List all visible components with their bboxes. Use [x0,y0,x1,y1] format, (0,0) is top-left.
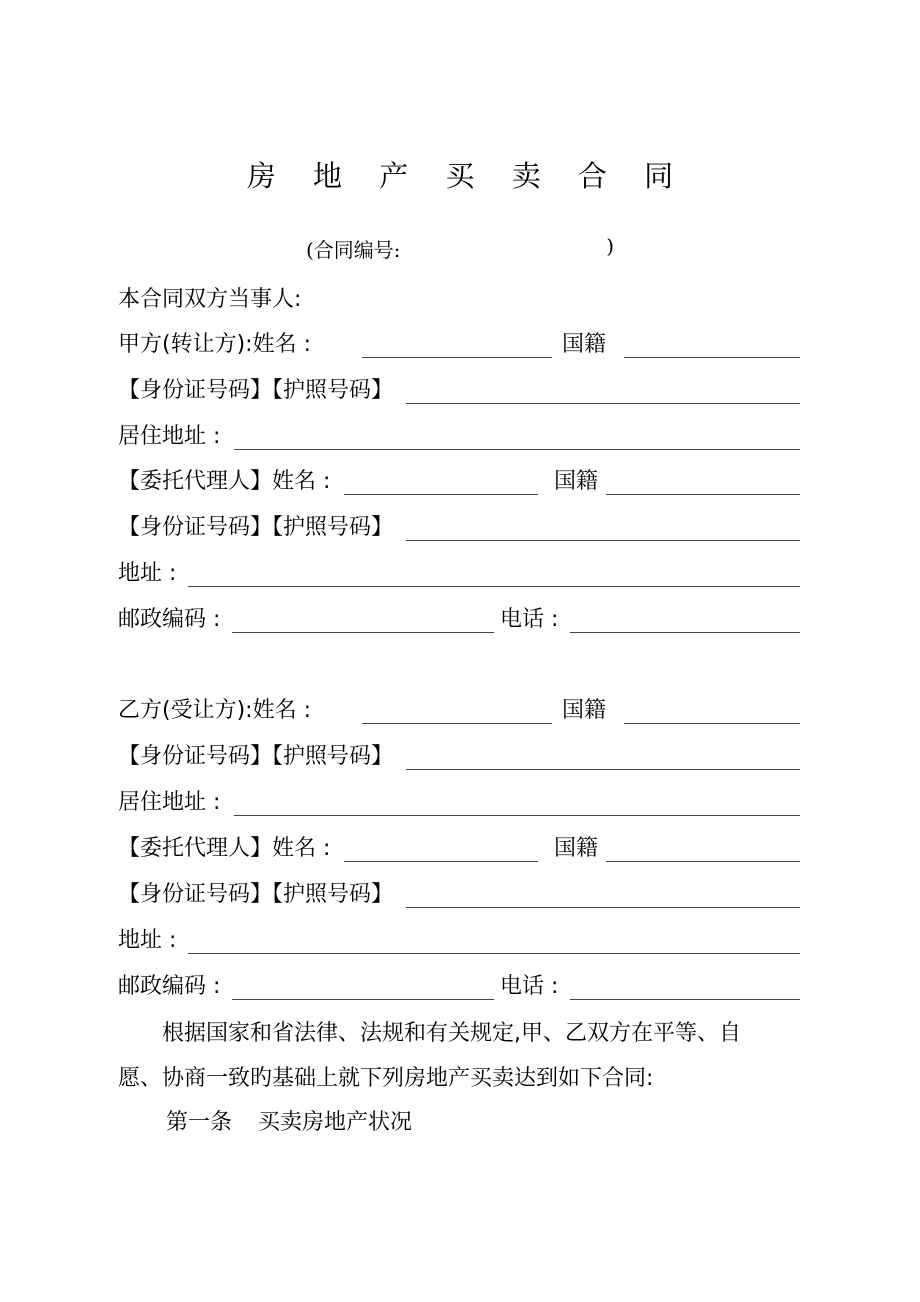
party-b-agent-name-field[interactable] [344,861,538,862]
party-a-phone-label: 电话 : [500,607,559,632]
party-b-nationality-field[interactable] [624,723,800,724]
party-b-address-label: 地址 : [118,928,177,953]
party-b-nationality-label: 国籍 [562,698,607,723]
party-a-agent-id-label: 【身份证号码】【护照号码】 [118,515,394,540]
party-b-id-field[interactable] [406,769,800,770]
party-b-postcode-field[interactable] [232,999,494,1000]
party-b-postcode-row [118,972,800,1002]
preamble-line-2: 愿、协商一致旳基础上就下列房地产买卖达到如下合同: [118,1066,654,1091]
party-b-phone-label: 电话 : [500,974,559,999]
article-1-number: 第一条 [166,1110,233,1135]
preamble-paragraph [118,1011,818,1101]
party-b-agent-nationality-field[interactable] [606,861,800,862]
party-a-agent-name-label: 【委托代理人】姓名 : [118,469,331,494]
party-a-name-row [118,330,800,360]
party-a-address-field[interactable] [188,586,800,587]
party-a-id-label: 【身份证号码】【护照号码】 [118,378,394,403]
party-a-postcode-row [118,605,800,635]
party-a-residence-label: 居住地址 : [118,424,221,449]
party-a-id-field[interactable] [406,403,800,404]
party-b-agent-id-label: 【身份证号码】【护照号码】 [118,882,394,907]
party-b-address-row [118,926,800,956]
party-b-agent-nationality-label: 国籍 [554,836,599,861]
party-b-agent-id-row [118,880,800,910]
party-b-address-field[interactable] [188,953,800,954]
party-b-residence-field[interactable] [234,815,800,816]
party-a-name-field[interactable] [362,357,552,358]
party-b-name-label: 乙方(受让方):姓名 : [118,698,311,723]
party-b-agent-row [118,834,800,864]
party-a-address-label: 地址 : [118,561,177,586]
preamble-line-1 [118,1011,818,1056]
contract-number-close: ) [606,234,614,258]
party-a-id-row [118,376,800,406]
party-a-nationality-label: 国籍 [562,332,607,357]
contract-number-line [306,234,614,260]
party-a-agent-nationality-field[interactable] [606,494,800,495]
party-b-agent-name-label: 【委托代理人】姓名 : [118,836,331,861]
party-b-name-row [118,696,800,726]
party-a-address-row [118,559,800,589]
document-title: 房 地 产 买 卖 合 同 [246,159,688,193]
party-a-nationality-field[interactable] [624,357,800,358]
parties-heading-row [118,285,800,315]
party-a-postcode-label: 邮政编码 : [118,607,221,632]
article-1-heading [166,1108,412,1138]
party-b-residence-row [118,788,800,818]
contract-number-label: (合同编号: [306,238,401,262]
party-b-phone-field[interactable] [570,999,800,1000]
party-a-residence-row [118,422,800,452]
party-a-agent-name-field[interactable] [344,494,538,495]
parties-heading: 本合同双方当事人: [118,287,302,312]
party-b-name-field[interactable] [362,723,552,724]
party-a-agent-nationality-label: 国籍 [554,469,599,494]
party-a-agent-row [118,467,800,497]
party-a-phone-field[interactable] [570,632,800,633]
party-a-agent-id-field[interactable] [406,540,800,541]
article-1-title: 买卖房地产状况 [258,1110,413,1135]
party-a-agent-id-row [118,513,800,543]
party-b-agent-id-field[interactable] [406,907,800,908]
party-b-postcode-label: 邮政编码 : [118,974,221,999]
party-a-postcode-field[interactable] [232,632,494,633]
party-b-id-label: 【身份证号码】【护照号码】 [118,744,394,769]
party-b-residence-label: 居住地址 : [118,790,221,815]
preamble-text-1: 根据国家和省法律、法规和有关规定,甲、乙双方在平等、自 [162,1021,741,1046]
party-a-name-label: 甲方(转让方):姓名 : [118,332,311,357]
party-b-id-row [118,742,800,772]
party-a-residence-field[interactable] [234,449,800,450]
